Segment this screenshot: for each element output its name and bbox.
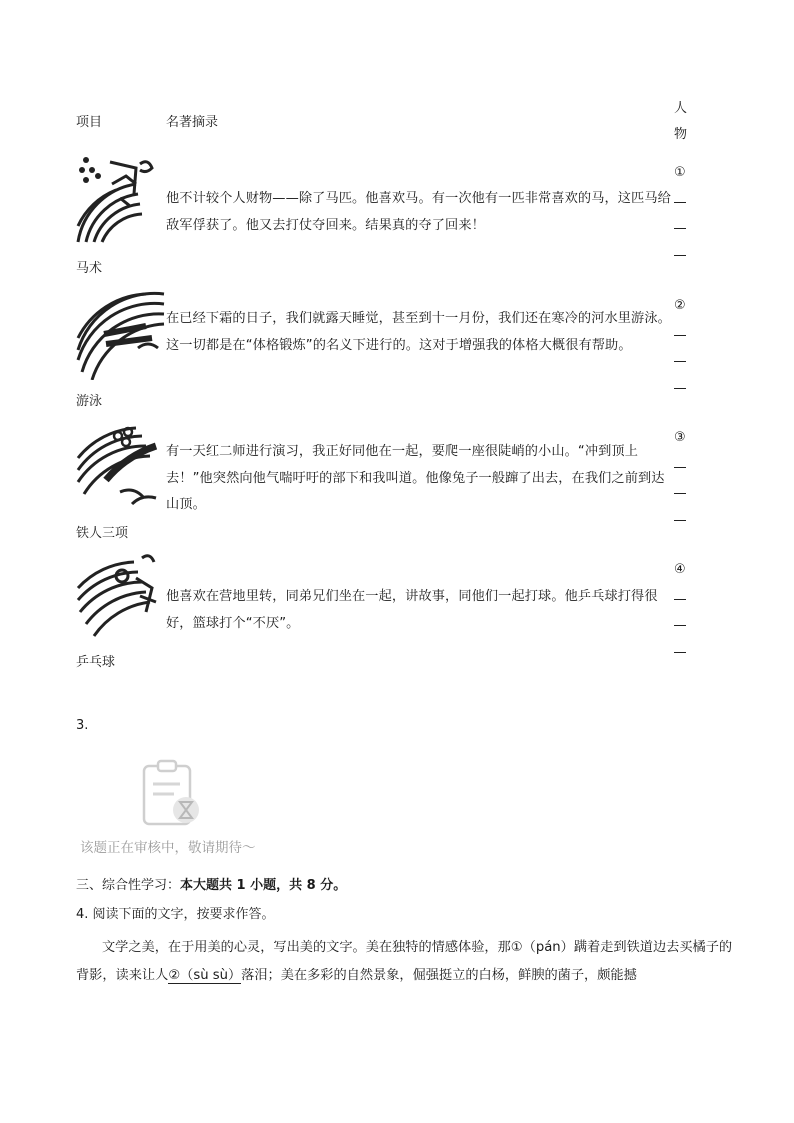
blank-number-3: ③ bbox=[674, 430, 686, 445]
label-swimming: 游泳 bbox=[76, 394, 103, 409]
question-4-prompt: 4. 阅读下面的文字，按要求作答。 bbox=[76, 907, 275, 922]
header-person-1: 人 bbox=[674, 101, 688, 116]
passage-blank-2: ②（sù sù） bbox=[168, 968, 242, 983]
section-3-score: 本大题共 1 小题，共 8 分。 bbox=[180, 878, 347, 893]
section-3-title: 三、综合性学习： bbox=[76, 878, 181, 893]
section-3-heading bbox=[76, 874, 346, 893]
answer-blank-1 bbox=[674, 160, 694, 266]
question-4-passage bbox=[76, 934, 736, 990]
blank-number-1: ① bbox=[674, 165, 686, 180]
excerpt-swimming: 在已经下霜的日子，我们就露天睡觉，甚至到十一月份，我们还在寒冷的河水里游泳。这一切都是在“体格锻炼”的名义下进行的。这对于增强我的体格大概很有帮助。 bbox=[166, 311, 671, 353]
label-triathlon: 铁人三项 bbox=[76, 526, 129, 541]
header-person-2: 物 bbox=[674, 127, 688, 142]
header-project: 项目 bbox=[76, 115, 103, 130]
triathlon-pictogram-icon bbox=[76, 422, 166, 512]
header-excerpt: 名著摘录 bbox=[166, 115, 219, 130]
excerpt-horsemanship: 他不计较个人财物——除了马匹。他喜欢马。有一次他有一匹非常喜欢的马，这匹马给敌军俘获了。他又去打仗夺回来。结果真的夺了回来！ bbox=[166, 191, 671, 233]
label-horsemanship: 马术 bbox=[76, 261, 103, 276]
blank-number-4: ④ bbox=[674, 562, 686, 577]
excerpt-table-tennis: 他喜欢在营地里转，同弟兄们坐在一起，讲故事，同他们一起打球。他乒乓球打得很好，篮球打个“不厌”。 bbox=[166, 589, 658, 631]
passage-part-1: 文学之美，在于用美的心灵，写出美的文字。美在独特的情感体验，那①（pán）蹒着走到铁道边去买橘子的背影，读来让人 bbox=[76, 940, 733, 983]
answer-blank-2 bbox=[674, 293, 694, 399]
clipboard-hourglass-icon bbox=[138, 758, 204, 828]
equestrian-pictogram-icon bbox=[76, 154, 166, 244]
blank-number-2: ② bbox=[674, 298, 686, 313]
passage-part-2: 落泪；美在多彩的自然景象，倔强挺立的白杨，鲜腴的菌子，颇能撼 bbox=[241, 968, 637, 983]
excerpt-triathlon: 有一天红二师进行演习，我正好同他在一起，要爬一座很陡峭的小山。“冲到顶上去！”他突然向他气喘吁吁的部下和我叫道。他像兔子一般蹿了出去，在我们之前到达山顶。 bbox=[166, 444, 665, 512]
table-tennis-pictogram-icon bbox=[76, 552, 166, 642]
answer-blank-3 bbox=[674, 425, 694, 531]
swimming-pictogram-icon bbox=[76, 290, 166, 380]
under-review-message: 该题正在审核中，敬请期待～ bbox=[80, 840, 256, 856]
answer-blank-4 bbox=[674, 557, 694, 663]
question-3-number: 3. bbox=[76, 718, 89, 733]
label-table-tennis: 乒乓球 bbox=[76, 655, 116, 670]
